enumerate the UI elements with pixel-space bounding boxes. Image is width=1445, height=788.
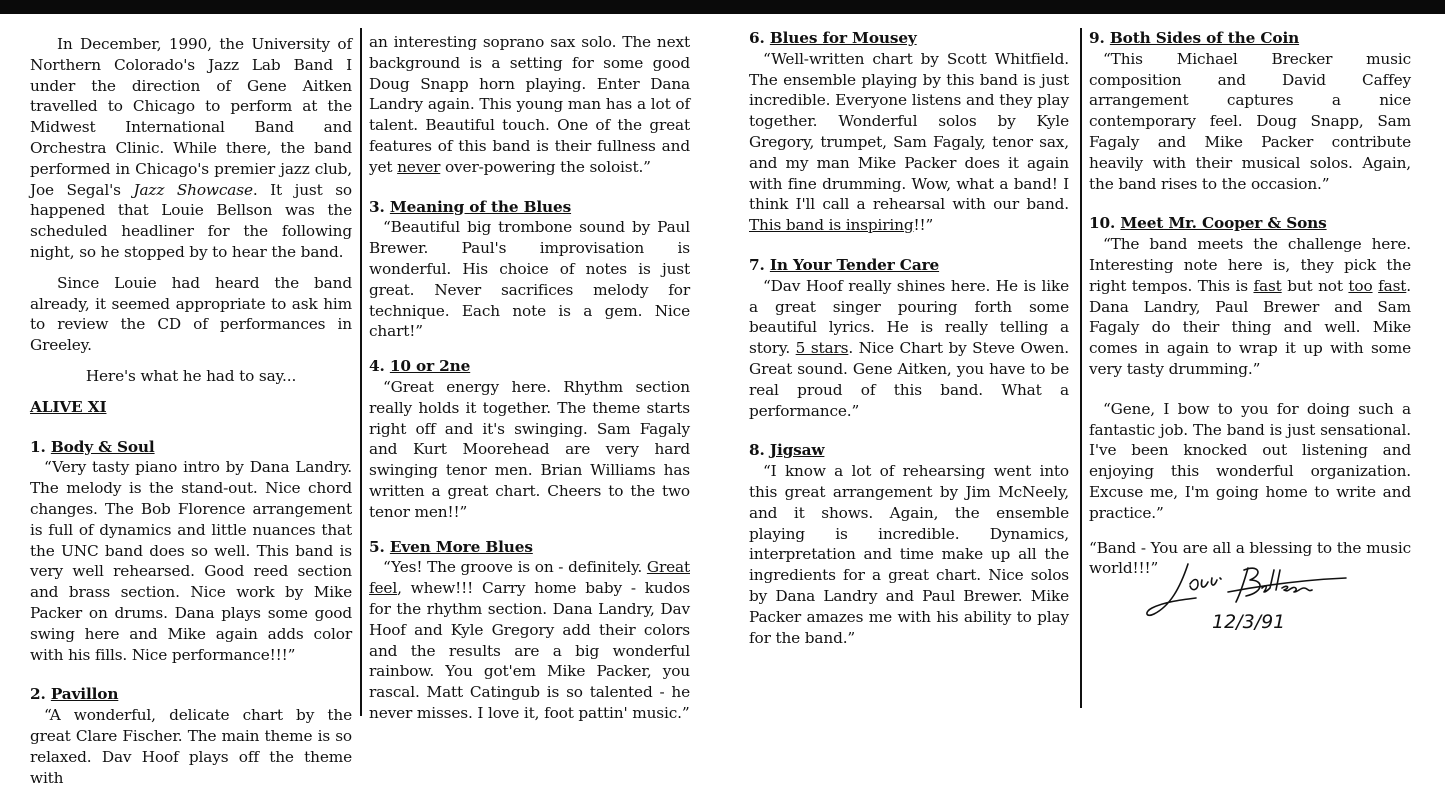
review-text-3: “Beautiful big trombone sound by Paul Brewer. Paul's improvisation is wonderful. His choice of notes is just great. Never sacrifices melody for technique. Each note is a gem. Nice chart!” bbox=[369, 218, 690, 341]
top-dark-border bbox=[0, 0, 1445, 14]
review-heading-9: 9. Both Sides of the Coin bbox=[1089, 29, 1300, 47]
review-text-10: “The band meets the challenge here. Interesting note here is, they pick the right tempos. This is fast but not too fast. Dana Landry, Paul Brewer and Sam Fagaly do their thing and well. Mike comes in again to wrap it up with some very tasty drumming.” bbox=[1089, 235, 1412, 378]
signature bbox=[1140, 548, 1360, 638]
signature-date: 12/3/91 bbox=[1212, 611, 1286, 633]
review-heading-4: 4. 10 or 2ne bbox=[369, 357, 471, 376]
review-heading-2: 2. Pavillon bbox=[30, 685, 119, 704]
club-name: Jazz Showcase bbox=[133, 180, 253, 199]
review-text-8: “I know a lot of rehearsing went into this great arrangement by Jim McNeely, and it shows. Again, the ensemble playing is incredible. Dynamics, interpretation and time make up all the ingredients for a great chart. Nice solos by Dana Landry and Paul Brewer. Mike Packer amazes me with his ability to play for the band.” bbox=[749, 462, 1069, 647]
review-text-2-continued: an interesting soprano sax solo. The next background is a setting for some good Doug Snapp horn playing. Enter Dana Landry again. This young man has a lot of talent. Beautiful touch. One of the great features of this band is their fullness and yet never over-powering the soloist.” bbox=[369, 33, 690, 176]
review-heading-5: 5. Even More Blues bbox=[369, 537, 533, 556]
intro-paragraph-2: Since Louie had heard the band already, it seemed appropriate to ask him to review the CD of performances in Greeley. bbox=[30, 273, 352, 355]
closing-paragraph: “Gene, I bow to you for doing such a fantastic job. The band is just sensational. I've been knocked out listening and enjoying this wonderful organization. Excuse me, I'm going home to write and practice.” bbox=[1089, 399, 1411, 522]
signature-stroke-B bbox=[1236, 568, 1260, 602]
signature-underline bbox=[1228, 578, 1346, 592]
signature-stroke-ouie bbox=[1190, 578, 1221, 590]
album-title: ALIVE XI bbox=[30, 397, 107, 416]
review-heading-8: 8. Jigsaw bbox=[749, 441, 825, 460]
column-1 bbox=[30, 34, 352, 788]
review-text-9: “This Michael Brecker music composition and David Caffey arrangement captures a nice contemporary feel. Doug Snapp, Sam Fagaly and Mike Packer contribute heavily with their musical solos. Again, the band rises to the occasion.” bbox=[1089, 49, 1411, 193]
review-heading-3: 3. Meaning of the Blues bbox=[369, 197, 572, 216]
intro-lead-in: Here's what he had to say... bbox=[85, 366, 297, 385]
review-text-6: “Well-written chart by Scott Whitfield. The ensemble playing by this band is just incredible. Everyone listens and they play together. Wonderful solos by Kyle Gregory, trumpet, Sam Fagaly, tenor sax, and my man Mike Packer does it again with fine drumming. Wow, what a band! I think I'll call a rehearsal with our band. This band is inspiring!!” bbox=[749, 49, 1069, 235]
closing-blessing: “Band - You are all a blessing to the music world!!!” bbox=[1089, 538, 1411, 578]
intro-paragraph: In December, 1990, the University of Northern Colorado's Jazz Lab Band I under the direction of Gene Aitken travelled to Chicago to perform at the Midwest International Band and Orchestra Clinic. While there, the band performed in Chicago's premier jazz club, Joe Segal's Jazz Showcase. It just so happened that Louie Bellson was the scheduled headliner for the following night, so he stopped by to hear the band. bbox=[30, 35, 352, 261]
review-heading-1: 1. Body & Soul bbox=[30, 437, 155, 456]
review-text-5: “Yes! The groove is on - definitely. Great feel, whew!!! Carry home baby - kudos for the rhythm section. Dana Landry, Dav Hoof and Kyle Gregory add their colors and the results are a big wonderful rainbow. You got'em Mike Packer, you rascal. Matt Catingub is so talented - he never misses. I love it, foot pattin' music.” bbox=[369, 558, 690, 722]
signature-stroke-L bbox=[1147, 564, 1196, 615]
column-rule-1 bbox=[360, 28, 362, 716]
review-heading-10: 10. Meet Mr. Cooper & Sons bbox=[1089, 214, 1327, 233]
review-text-2: “A wonderful, delicate chart by the great Clare Fischer. The main theme is so relaxed. Dav Hoof plays off the theme with bbox=[30, 706, 352, 787]
column-2 bbox=[369, 32, 690, 724]
column-3 bbox=[749, 28, 1069, 648]
column-rule-3 bbox=[1080, 28, 1082, 708]
column-4 bbox=[1089, 28, 1411, 579]
review-heading-7: 7. In Your Tender Care bbox=[749, 255, 940, 274]
review-text-1: “Very tasty piano intro by Dana Landry. The melody is the stand-out. Nice chord changes. The Bob Florence arrangement is full of dynamics and little nuances that the UNC band does so well. This band is very well rehearsed. Good reed section and brass section. Nice work by Mike Packer on drums. Dana plays some good swing here and Mike again adds color with his fills. Nice performance!!!” bbox=[30, 458, 352, 664]
review-text-4: “Great energy here. Rhythm section really holds it together. The theme starts right off and it's swinging. Sam Fagaly and Kurt Moorehead are very hard swinging tenor men. Brian Williams has written a great chart. Cheers to the two tenor men!!” bbox=[369, 377, 690, 521]
review-heading-6: 6. Blues for Mousey bbox=[749, 29, 917, 47]
review-text-7: “Dav Hoof really shines here. He is like a great singer pouring forth some beautiful lyrics. He is really telling a story. 5 stars. Nice Chart by Steve Owen. Great sound. Gene Aitken, you have to be real proud of this band. What a performance.” bbox=[749, 276, 1069, 420]
